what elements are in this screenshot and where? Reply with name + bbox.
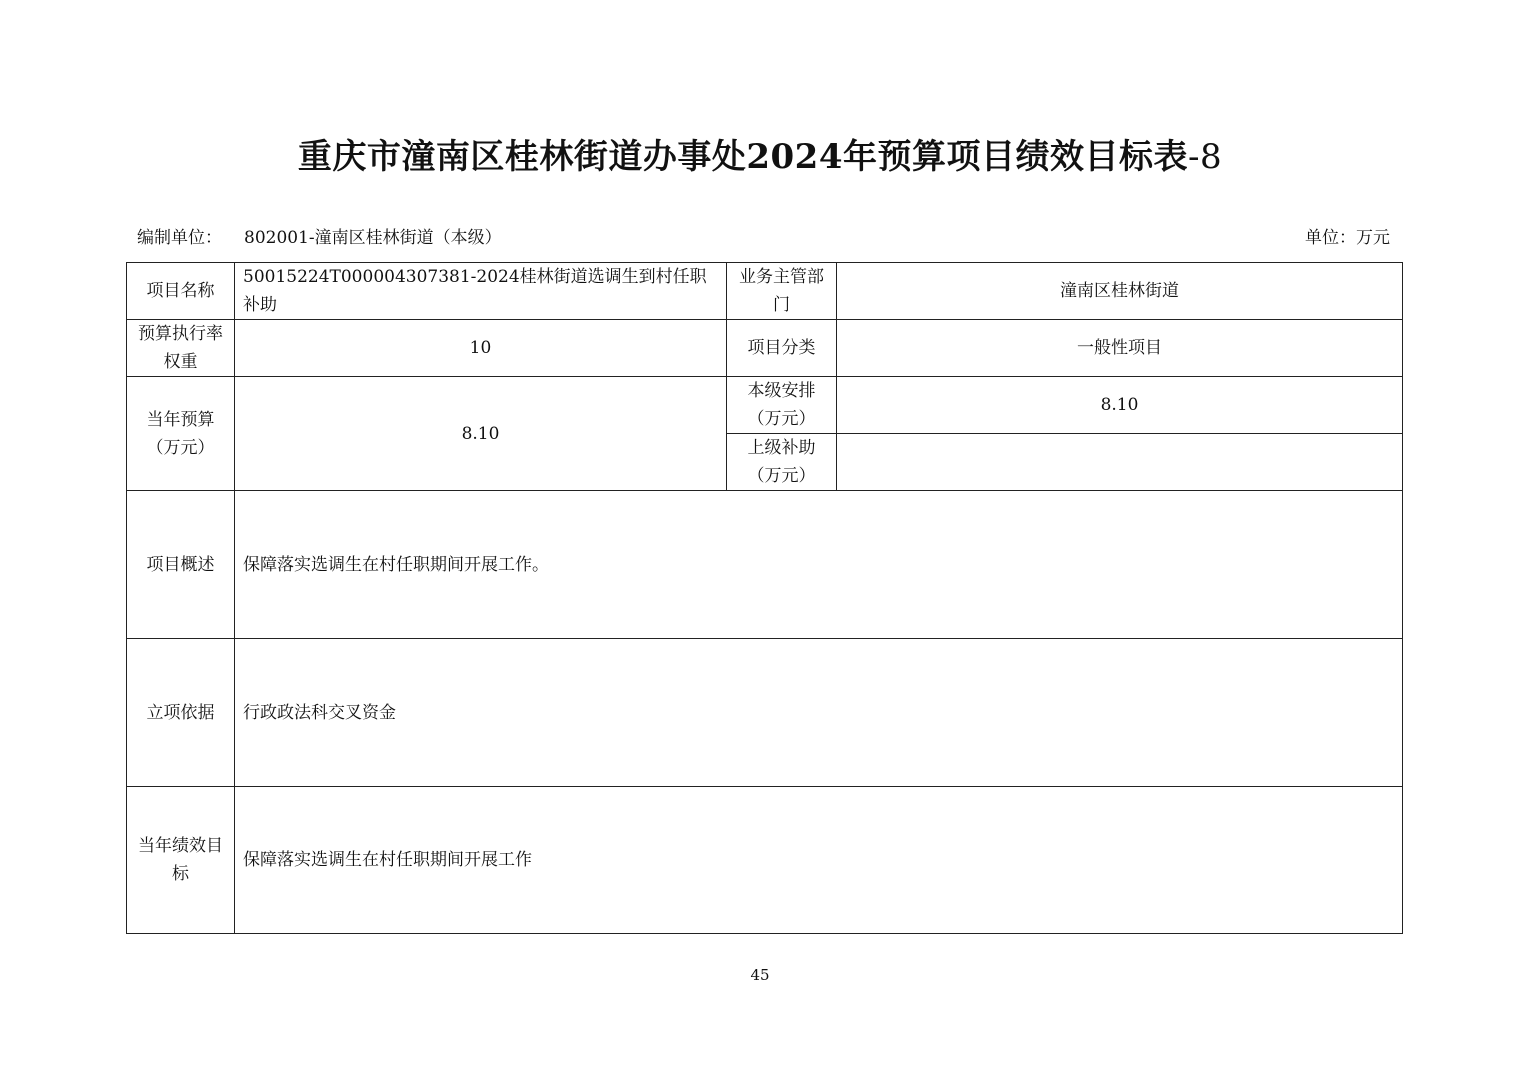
project-name-label: 项目名称 [127,263,235,320]
org-label: 编制单位： [137,228,222,248]
org-value: 802001-潼南区桂林街道（本级） [244,228,502,248]
basis-value: 行政政法科交叉资金 [235,639,1403,787]
exec-weight-value: 10 [235,320,727,377]
page-title [0,134,1520,180]
page-number: 45 [750,966,770,984]
dept-label: 业务主管部门 [727,263,837,320]
performance-target-table [126,262,1403,934]
org-line [137,226,502,250]
title-main: 重庆市潼南区桂林街道办事处2024年预算项目绩效目标表 [297,137,1188,177]
table-row [127,263,1403,320]
local-label: 本级安排（万元） [727,377,837,434]
basis-label: 立项依据 [127,639,235,787]
goal-label: 当年绩效目标 [127,787,235,934]
overview-label: 项目概述 [127,491,235,639]
superior-value [837,434,1403,491]
project-name-value: 50015224T000004307381-2024桂林街道选调生到村任职补助 [235,263,727,320]
budget-value: 8.10 [235,377,727,491]
table-row [127,491,1403,639]
dept-value: 潼南区桂林街道 [837,263,1403,320]
table-row [127,320,1403,377]
overview-value: 保障落实选调生在村任职期间开展工作。 [235,491,1403,639]
superior-label: 上级补助（万元） [727,434,837,491]
local-value: 8.10 [837,377,1403,434]
category-label: 项目分类 [727,320,837,377]
table-row [127,377,1403,434]
table-row [127,787,1403,934]
title-serial: -8 [1188,137,1223,177]
table-row [127,639,1403,787]
goal-value: 保障落实选调生在村任职期间开展工作 [235,787,1403,934]
budget-label: 当年预算（万元） [127,377,235,491]
unit-label: 单位：万元 [1305,228,1390,248]
category-value: 一般性项目 [837,320,1403,377]
exec-weight-label: 预算执行率权重 [127,320,235,377]
